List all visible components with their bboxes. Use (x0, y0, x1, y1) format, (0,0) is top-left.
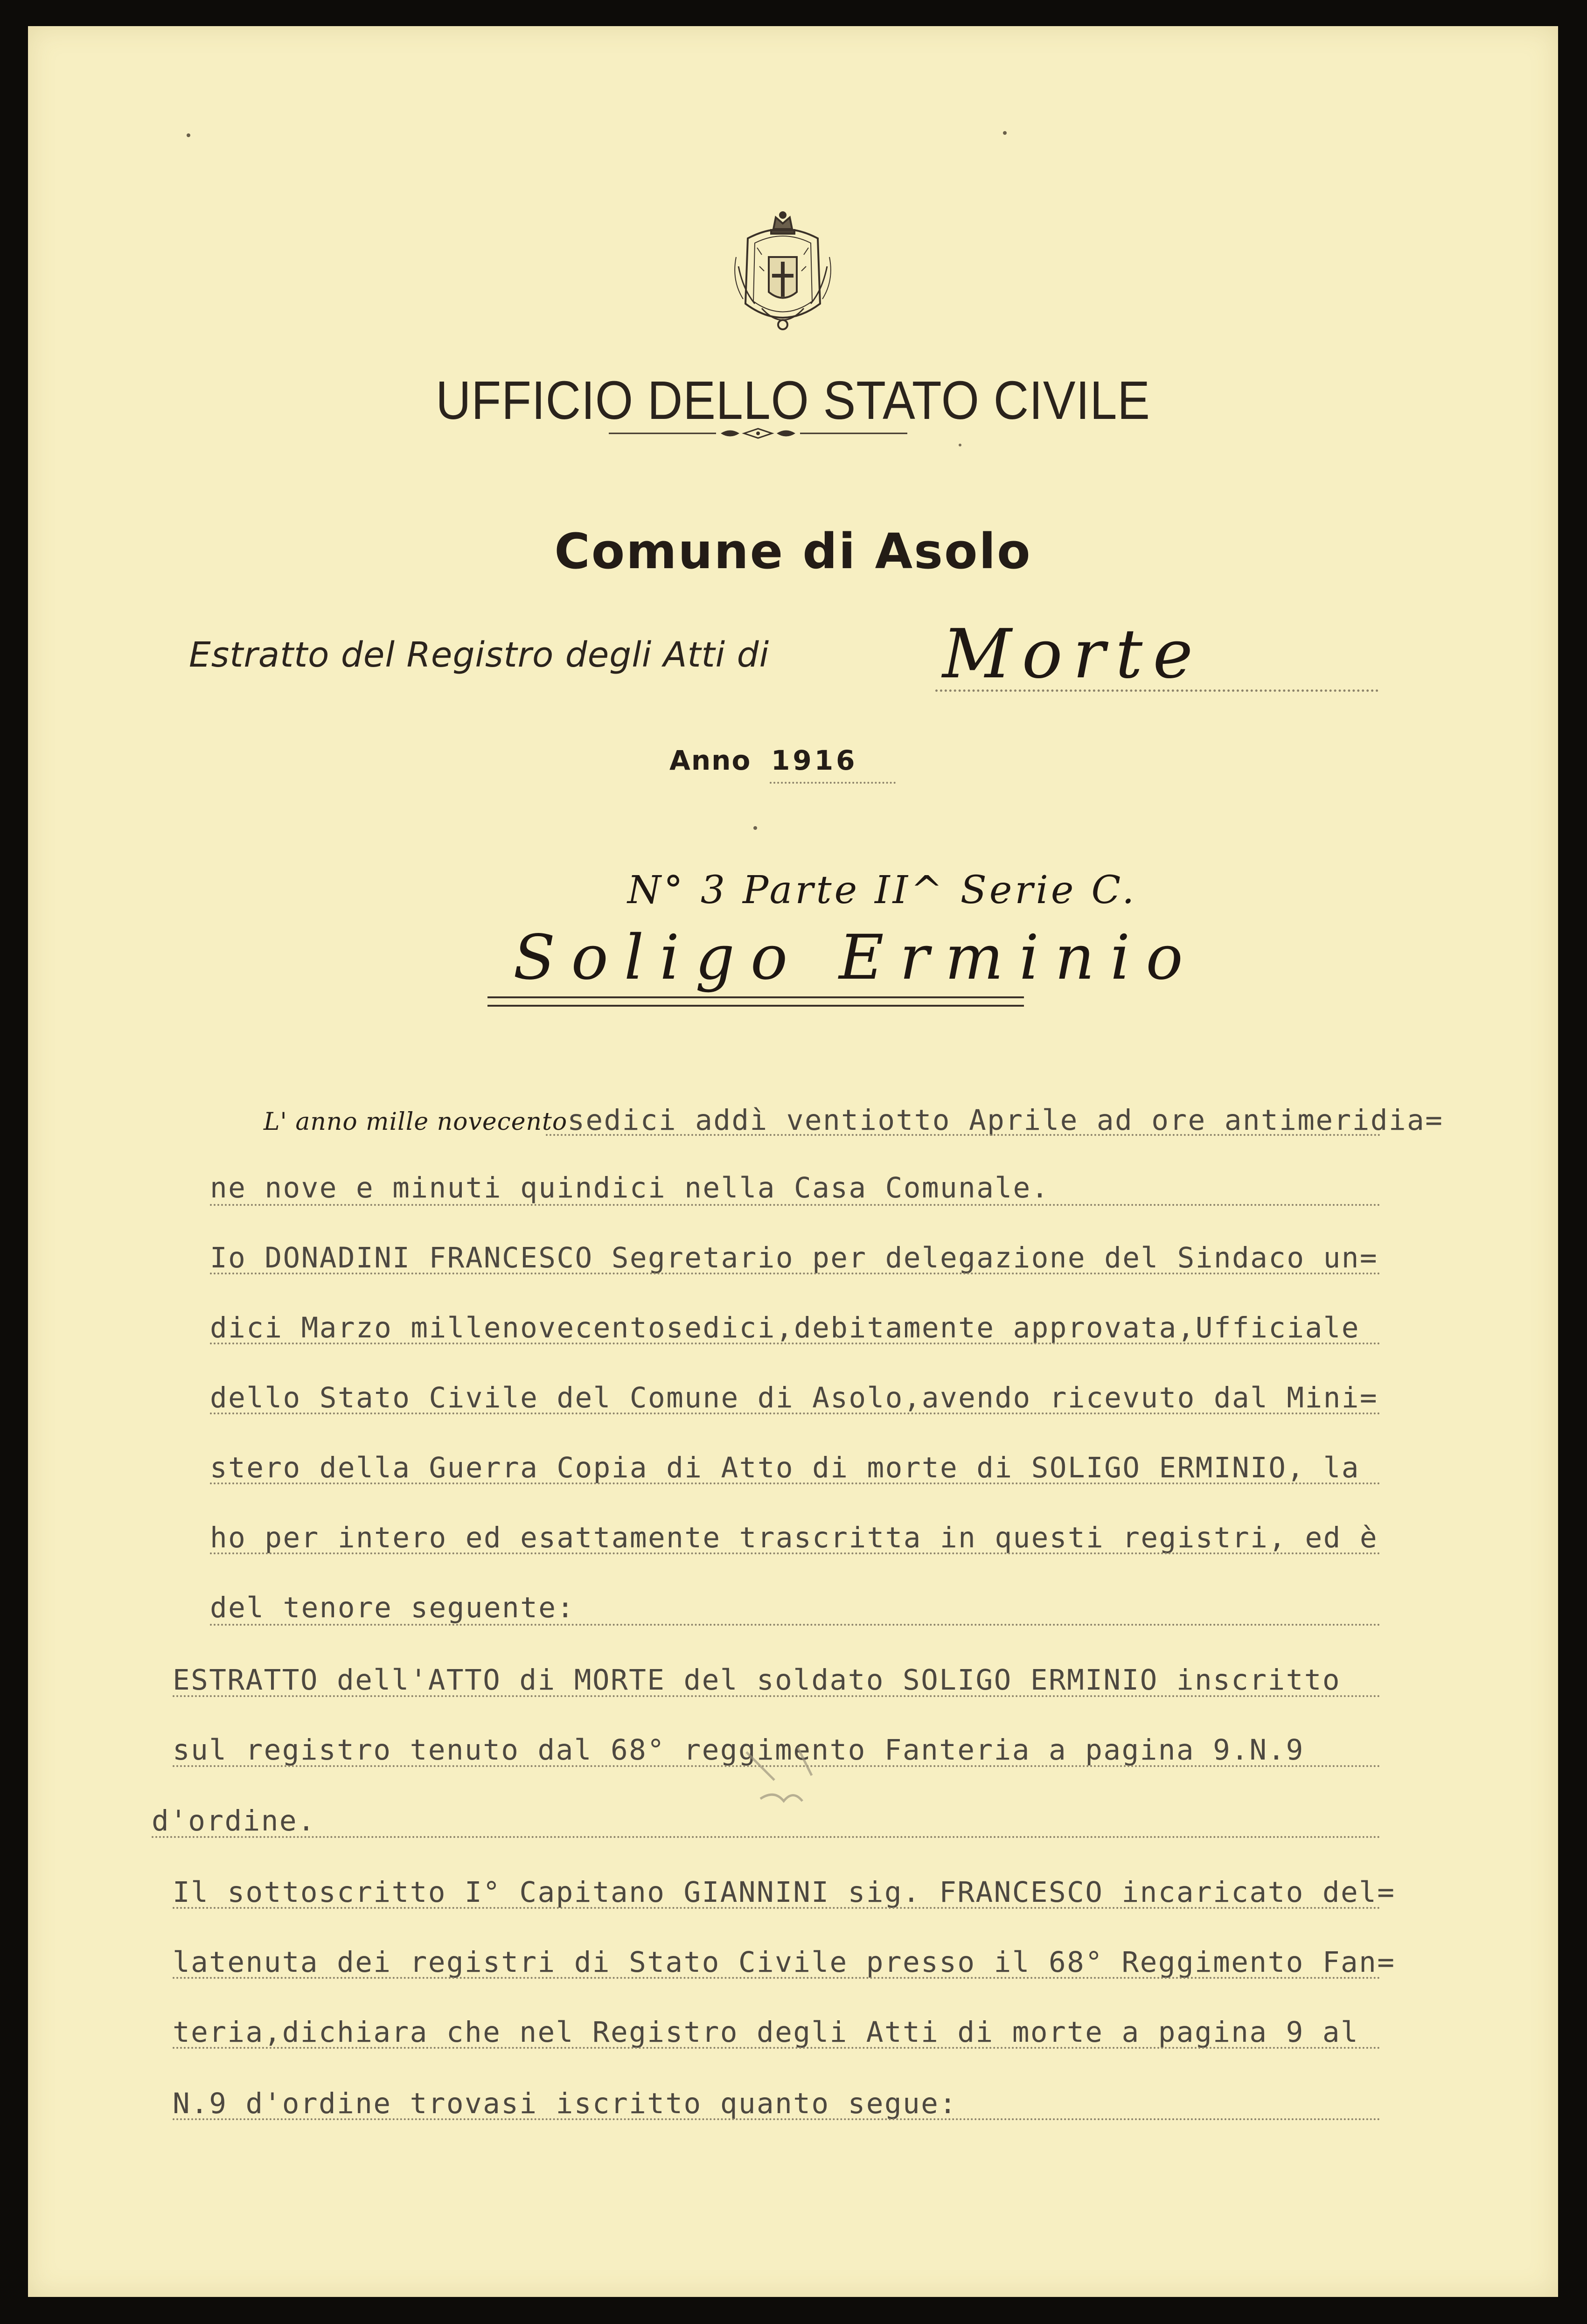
body-line-13: latenuta dei registri di Stato Civile presso il 68° Reggimento Fan= (173, 1946, 1396, 1979)
fill-in-rule (210, 1343, 1381, 1344)
paper-speck (753, 826, 757, 830)
faded-stamp-mark (742, 1743, 835, 1822)
paper-speck (187, 133, 190, 137)
year-label: Anno (669, 745, 752, 776)
body-line-11: d'ordine. (152, 1804, 316, 1837)
body-line-3: Io DONADINI FRANCESCO Segretario per delegazione del Sindaco un= (210, 1241, 1378, 1274)
body-line-4: dici Marzo millenovecentosedici,debitamente approvata,Ufficiale (210, 1311, 1360, 1344)
body-line-5: dello Stato Civile del Comune di Asolo,avendo ricevuto dal Mini= (210, 1381, 1378, 1414)
fill-in-rule (173, 2047, 1381, 2049)
fill-in-rule (210, 1273, 1381, 1274)
fill-in-rule (210, 1552, 1381, 1554)
fill-in-rule (210, 1204, 1381, 1206)
municipality-name: Comune di Asolo (554, 523, 1032, 580)
fill-in-rule (210, 1482, 1381, 1484)
extract-label: Estratto del Registro degli Atti di (189, 635, 770, 675)
fill-in-rule (173, 1907, 1381, 1909)
body-line-15: N.9 d'ordine trovasi iscritto quanto segue: (173, 2087, 958, 2120)
fill-in-rule (173, 1977, 1381, 1979)
fill-in-rule (210, 1624, 1381, 1626)
year-value: 1916 (771, 745, 858, 776)
fill-in-rule (152, 1836, 1381, 1838)
fill-in-rule (770, 782, 896, 784)
body-line-1 (264, 1104, 1443, 1137)
deceased-name-handwritten: Soligo Erminio (513, 922, 1199, 994)
fill-in-rule (546, 1134, 1381, 1136)
certificate-page (28, 26, 1558, 2297)
fill-in-rule (173, 2118, 1381, 2120)
name-double-rule (487, 996, 1024, 1007)
body-line-6: stero della Guerra Copia di Atto di morte di SOLIGO ERMINIO, la (210, 1451, 1360, 1484)
body-line-8: del tenore seguente: (210, 1591, 575, 1624)
ornamental-divider-icon (609, 426, 907, 440)
body-line-10: sul registro tenuto dal 68° reggimento Fanteria a pagina 9.N.9 (173, 1733, 1304, 1767)
royal-coat-of-arms-icon (729, 210, 836, 339)
paper-speck (959, 444, 961, 446)
body-line-14: teria,dichiara che nel Registro degli Atti di morte a pagina 9 al (173, 2016, 1359, 2049)
typed-text: sedici addì ventiotto Aprile ad ore antimeridia= (567, 1104, 1444, 1137)
body-line-12: Il sottoscritto I° Capitano GIANNINI sig. FRANCESCO incaricato del= (173, 1876, 1396, 1909)
paper-speck (1003, 131, 1007, 135)
fill-in-rule (173, 1695, 1381, 1697)
body-line-7: ho per intero ed esattamente trascritta in questi registri, ed è (210, 1521, 1378, 1554)
office-title: UFFICIO DELLO STATO CIVILE (436, 370, 1150, 431)
fill-in-rule (210, 1412, 1381, 1414)
body-line-9: ESTRATTO dell'ATTO di MORTE del soldato SOLIGO ERMINIO inscritto (173, 1663, 1341, 1697)
body-line-2: ne nove e minuti quindici nella Casa Comunale. (210, 1171, 1050, 1204)
preprinted-intro: L' anno mille novecento (264, 1108, 568, 1136)
act-number-handwritten: N° 3 Parte II^ Serie C. (627, 868, 1137, 912)
register-type-handwritten: Morte (942, 615, 1204, 694)
fill-in-rule (935, 689, 1378, 692)
